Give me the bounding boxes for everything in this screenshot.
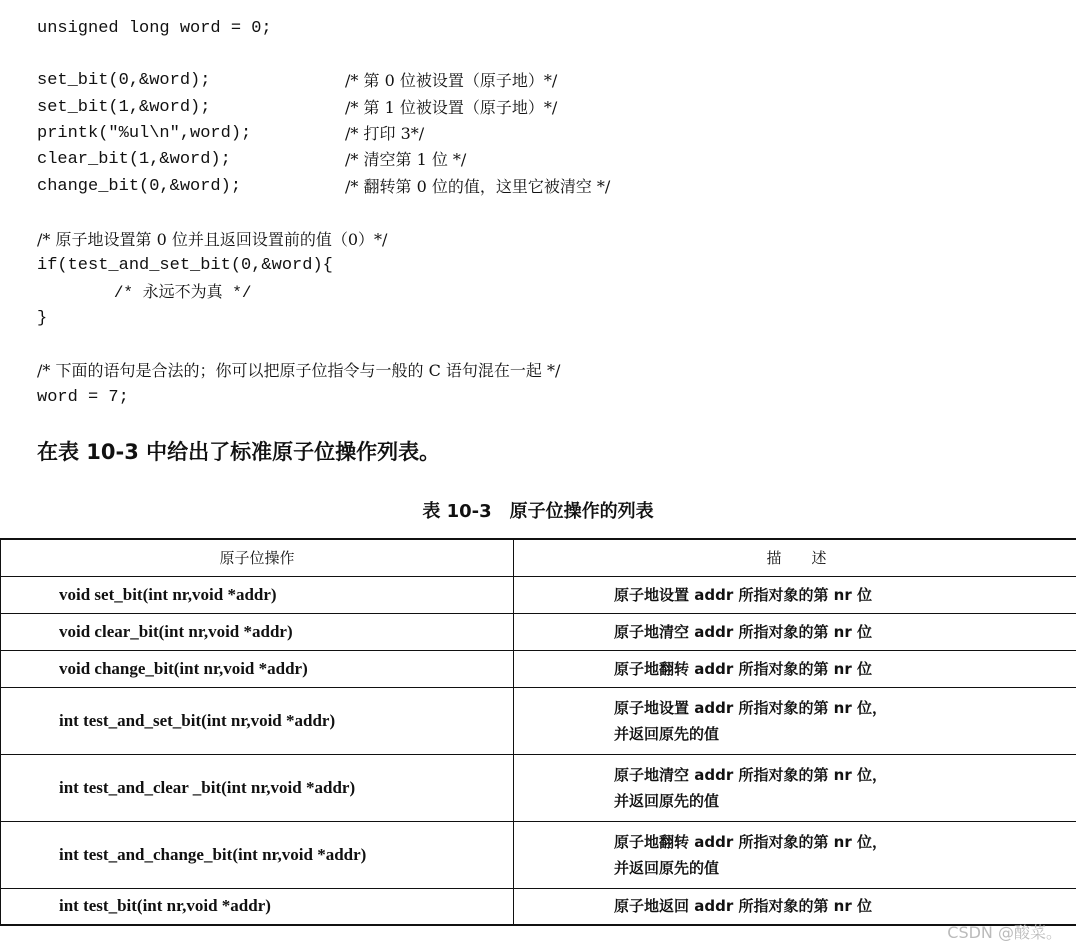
code-comment: /* 清空第 1 位 */: [345, 150, 467, 169]
code-comment: /* 第 1 位被设置（原子地）*/: [345, 98, 558, 117]
description-cell: 原子地翻转 addr 所指对象的第 nr 位， 并返回原先的值: [514, 821, 1076, 888]
code-line: set_bit(1,&word);: [37, 98, 211, 117]
table-caption: 表 10-3 原子位操作的列表: [422, 501, 654, 522]
code-comment: /* 永远不为真 */: [37, 284, 252, 302]
operation-cell: int test_and_clear _bit(int nr,void *addr): [1, 754, 514, 821]
header-operation: 原子位操作: [1, 539, 514, 576]
atomic-bit-ops-table: [0, 538, 1076, 926]
header-description: 描 述: [514, 539, 1076, 576]
operation-cell: void set_bit(int nr,void *addr): [1, 576, 514, 613]
table-row: [1, 754, 1076, 821]
operation-cell: int test_and_set_bit(int nr,void *addr): [1, 687, 514, 754]
code-comment: /* 翻转第 0 位的值，这里它被清空 */: [345, 177, 611, 196]
code-line: if(test_and_set_bit(0,&word){: [37, 256, 333, 275]
description-cell: 原子地设置 addr 所指对象的第 nr 位: [514, 576, 1076, 613]
table-header-row: [1, 539, 1076, 576]
code-line: clear_bit(1,&word);: [37, 150, 231, 169]
code-line: set_bit(0,&word);: [37, 71, 211, 90]
code-line: unsigned long word = 0;: [37, 19, 272, 38]
table-row: [1, 650, 1076, 687]
table-row: [1, 821, 1076, 888]
code-comment: /* 下面的语句是合法的；你可以把原子位指令与一般的 C 语句混在一起 */: [37, 361, 561, 380]
table-row: [1, 888, 1076, 925]
operation-cell: int test_and_change_bit(int nr,void *addr): [1, 821, 514, 888]
code-comment: /* 原子地设置第 0 位并且返回设置前的值（0）*/: [37, 230, 388, 249]
paragraph: 在表 10-3 中给出了标准原子位操作列表。: [37, 440, 441, 464]
code-comment: /* 第 0 位被设置（原子地）*/: [345, 71, 558, 90]
operation-cell: void clear_bit(int nr,void *addr): [1, 613, 514, 650]
code-line: word = 7;: [37, 388, 129, 407]
code-comment: /* 打印 3*/: [345, 124, 425, 143]
description-cell: 原子地清空 addr 所指对象的第 nr 位: [514, 613, 1076, 650]
description-cell: 原子地设置 addr 所指对象的第 nr 位， 并返回原先的值: [514, 687, 1076, 754]
table-row: [1, 613, 1076, 650]
code-line: }: [37, 309, 48, 328]
watermark: CSDN @酸菜。: [947, 923, 1062, 942]
operation-cell: void change_bit(int nr,void *addr): [1, 650, 514, 687]
table-row: [1, 687, 1076, 754]
operation-cell: int test_bit(int nr,void *addr): [1, 888, 514, 925]
description-cell: 原子地清空 addr 所指对象的第 nr 位， 并返回原先的值: [514, 754, 1076, 821]
description-cell: 原子地翻转 addr 所指对象的第 nr 位: [514, 650, 1076, 687]
description-cell: 原子地返回 addr 所指对象的第 nr 位: [514, 888, 1076, 925]
code-line: change_bit(0,&word);: [37, 177, 242, 196]
table-row: [1, 576, 1076, 613]
code-line: printk("%ul\n",word);: [37, 124, 252, 143]
